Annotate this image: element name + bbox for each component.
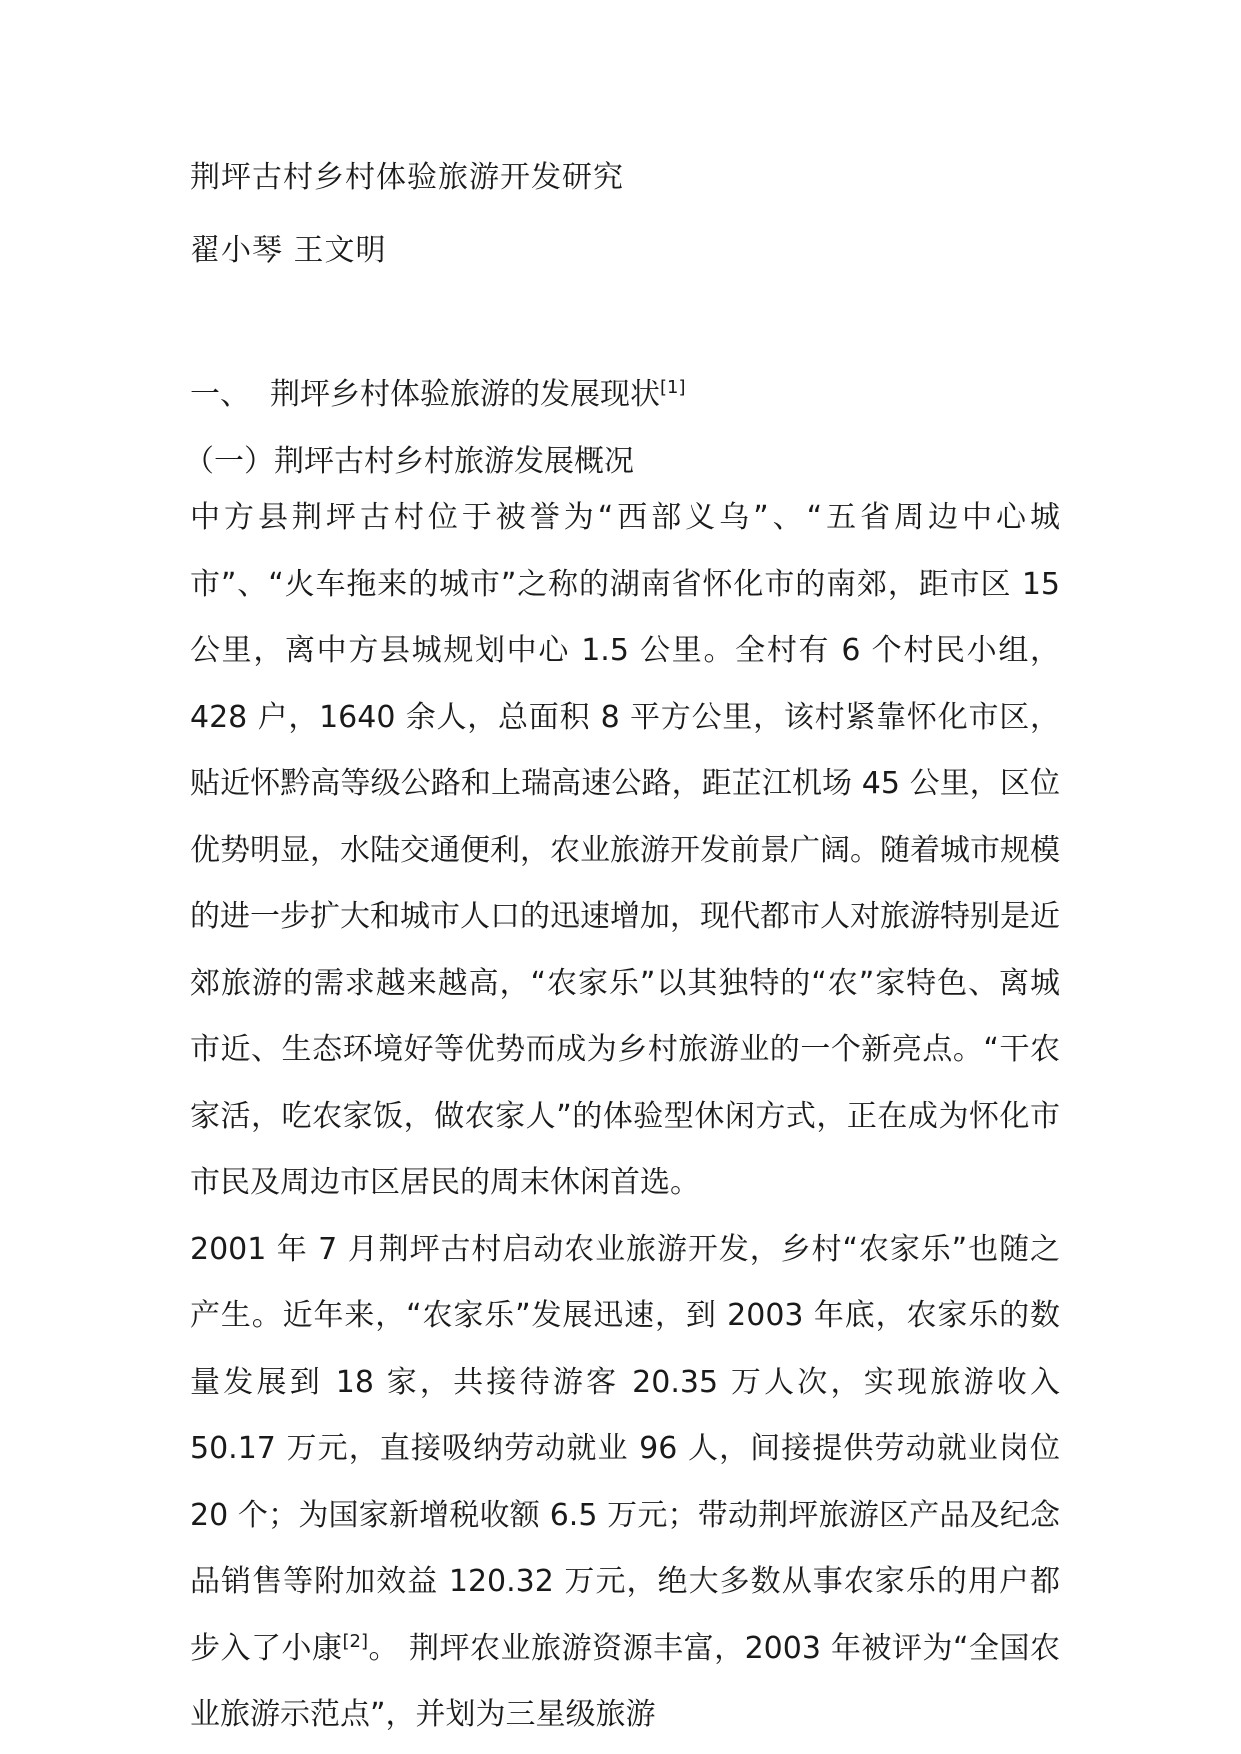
body-paragraph — [190, 1217, 1060, 1749]
section-number: 一、 — [190, 377, 250, 412]
document-body — [184, 158, 1061, 1749]
paragraph-text: 2001 年 7 月荆坪古村启动农业旅游开发，乡村“农家乐”也随之产生。近年来，“农家乐”发展迅速，到 2003 年底，农家乐的数量发展到 18 家，共接待游客 20.35 万人次，实现旅游收入 50.17 万元，直接吸纳劳动就业 96 人，间接提供劳动就业岗位 20 个；为国家新增税收额 6.5 万元；带动荆坪旅游区产品及纪念品销售等附加效益 120.32 万元，绝大多数从事农家乐的用户都步入了小康 — [190, 1231, 1060, 1666]
document-title: 荆坪古村乡村体验旅游开发研究 — [190, 160, 624, 195]
footnote-reference[interactable]: [2] — [342, 1630, 369, 1652]
subsection-heading: （一）荆坪古村乡村旅游发展概况 — [184, 444, 634, 479]
document-authors: 翟小琴 王文明 — [190, 233, 387, 268]
section-title: 荆坪乡村体验旅游的发展现状 — [270, 377, 660, 412]
paragraph-text: 。 荆坪农业旅游资源丰富，2003 年被评为“全国农业旅游示范点”，并划为三星级旅游 — [190, 1630, 1061, 1732]
body-paragraph: 中方县荆坪古村位于被誉为“西部义乌”、“五省周边中心城市”、“火车拖来的城市”之称的湖南省怀化市的南郊，距市区 15 公里，离中方县城规划中心 1.5 公里。全村有 6 个村民小组，428 户，1640 余人，总面积 8 平方公里，该村紧靠怀化市区，贴近怀黔高等级公路和上瑞高速公路，距芷江机场 45 公里，区位优势明显，水陆交通便利，农业旅游开发前景广阔。随着城市规模的进一步扩大和城市人口的迅速增加，现代都市人对旅游特别是近郊旅游的需求越来越高，“农家乐”以其独特的“农”家特色、离城市近、生态环境好等优势而成为乡村旅游业的一个新亮点。“干农家活，吃农家饭，做农家人”的体验型休闲方式，正在成为怀化市市民及周边市区居民的周末休闲首选。 — [190, 500, 1060, 1200]
footnote-reference[interactable]: [1] — [660, 377, 686, 398]
section-heading — [190, 375, 1060, 415]
